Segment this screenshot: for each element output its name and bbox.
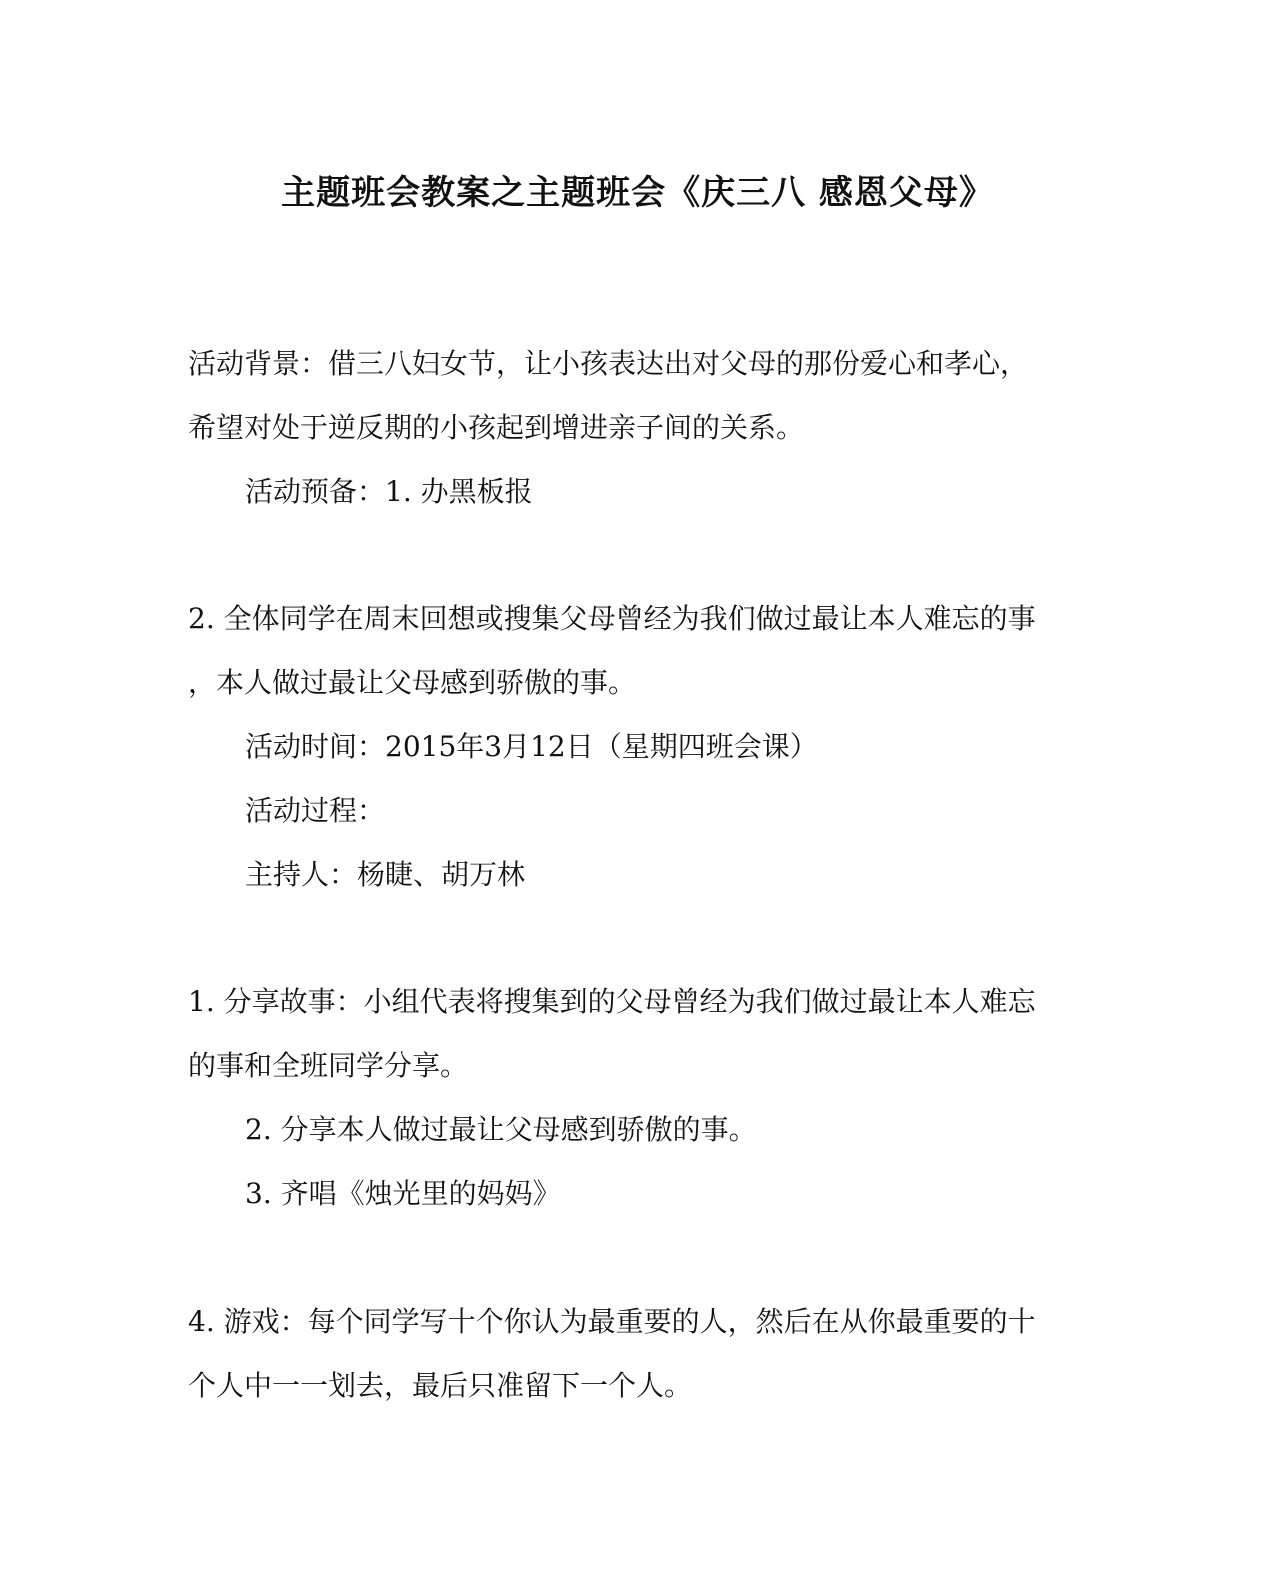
step-3-line: 3. 齐唱《烛光里的妈妈》 bbox=[245, 1177, 561, 1210]
paragraph-background-line-2: 希望对处于逆反期的小孩起到增进亲子间的关系。 bbox=[188, 411, 805, 444]
activity-process-line: 活动过程： bbox=[245, 794, 386, 827]
document-title: 主题班会教案之主题班会《庆三八 感恩父母》 bbox=[281, 173, 994, 213]
step-1-line-2: 的事和全班同学分享。 bbox=[188, 1049, 469, 1082]
step-1-line-1: 1. 分享故事：小组代表将搜集到的父母曾经为我们做过最让本人难忘 bbox=[188, 985, 1036, 1018]
step-4-line-2: 个人中一一划去，最后只准留下一个人。 bbox=[188, 1369, 693, 1402]
step-4-line-1: 4. 游戏：每个同学写十个你认为最重要的人，然后在从你最重要的十 bbox=[188, 1305, 1036, 1338]
step-2-line: 2. 分享本人做过最让父母感到骄傲的事。 bbox=[245, 1113, 757, 1146]
activity-time-line: 活动时间：2015年3月12日（星期四班会课） bbox=[245, 730, 818, 763]
host-line: 主持人：杨睫、胡万林 bbox=[245, 858, 526, 891]
paragraph-background-line-1: 活动背景：借三八妇女节，让小孩表达出对父母的那份爱心和孝心， bbox=[188, 347, 1029, 380]
preparation-line: 活动预备：1. 办黑板报 bbox=[245, 475, 533, 508]
preparation-item-2-line-1: 2. 全体同学在周末回想或搜集父母曾经为我们做过最让本人难忘的事 bbox=[188, 602, 1036, 635]
preparation-item-2-line-2: ，本人做过最让父母感到骄傲的事。 bbox=[188, 666, 637, 699]
